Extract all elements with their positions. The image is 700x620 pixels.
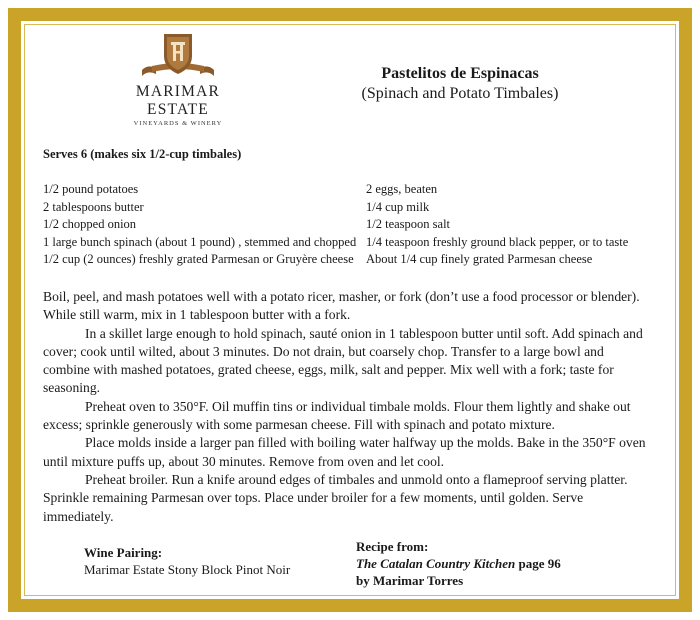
winery-tagline: VINEYARDS & WINERY	[133, 120, 223, 127]
instruction-paragraph: Boil, peel, and mash potatoes well with a potato ricer, masher, or fork (don’t use a food processor or blender). While still warm, mix in 1 tablespoon butter with a fork.	[43, 289, 640, 323]
recipe-source	[356, 538, 561, 589]
wine-pairing	[84, 544, 290, 578]
wine-pairing-value: Marimar Estate Stony Block Pinot Noir	[84, 562, 291, 577]
instruction-paragraph: In a skillet large enough to hold spinach, sauté onion in 1 tablespoon butter until soft. Add spinach and cover; cook until wilted, about 3 minutes. Do not drain, but coarsely chop. Transfer to a large bowl and combine with mashed potatoes, grated cheese, eggs, milk, salt and pepper. Mix well with a fork; taste for seasoning.	[43, 325, 643, 396]
ingredients-left-column	[43, 181, 356, 269]
recipe-title: Pastelitos de Espinacas	[381, 65, 539, 82]
ingredient-item: 1/4 teaspoon freshly ground black pepper, or to taste	[366, 234, 629, 249]
instruction-paragraph: Place molds inside a larger pan filled with boiling water halfway up the molds. Bake in the 350°F oven until mixture puffs up, about 30 minutes. Remove from oven and let cool.	[43, 435, 646, 469]
ingredient-item: 1/2 pound potatoes	[43, 182, 139, 196]
recipe-subtitle: (Spinach and Potato Timbales)	[361, 85, 559, 102]
ingredients-right-column	[366, 181, 628, 269]
wine-pairing-label: Wine Pairing:	[84, 545, 163, 560]
ingredient-item: 2 tablespoons butter	[43, 199, 144, 214]
winery-name: MARIMAR ESTATE	[135, 83, 221, 118]
recipe-source-book-line	[356, 555, 561, 572]
instruction-paragraph: Preheat broiler. Run a knife around edges of timbales and unmold onto a flameproof serving platter. Sprinkle remaining Parmesan over tops. Place under broiler for a few moments, until golden. Serve immediately.	[43, 471, 628, 524]
winery-crest-icon	[138, 30, 218, 80]
recipe-heading	[330, 64, 590, 104]
recipe-book-title: The Catalan Country Kitchen	[356, 556, 516, 571]
ingredient-item: 1/2 teaspoon salt	[366, 217, 451, 231]
recipe-book-page: page 96	[515, 556, 561, 571]
serves-line: Serves 6 (makes six 1/2-cup timbales)	[43, 147, 242, 161]
instruction-paragraph: Preheat oven to 350°F. Oil muffin tins or individual timbale molds. Flour them lightly and shake out excess; sprinkle generously with some parmesan cheese. Fill with spinach and potato mixture.	[43, 398, 631, 433]
ingredient-item: 1/2 chopped onion	[43, 217, 137, 231]
instructions	[43, 288, 653, 526]
recipe-source-label: Recipe from:	[356, 539, 429, 554]
ingredient-item: 1/4 cup milk	[366, 199, 430, 214]
ingredient-item: 2 eggs, beaten	[366, 182, 438, 196]
ingredient-item: About 1/4 cup finely grated Parmesan cheese	[366, 252, 593, 266]
ingredient-item: 1 large bunch spinach (about 1 pound) , stemmed and chopped	[43, 234, 357, 249]
winery-logo	[108, 30, 248, 127]
recipe-author: by Marimar Torres	[356, 573, 464, 588]
ingredient-item: 1/2 cup (2 ounces) freshly grated Parmesan or Gruyère cheese	[43, 252, 354, 266]
